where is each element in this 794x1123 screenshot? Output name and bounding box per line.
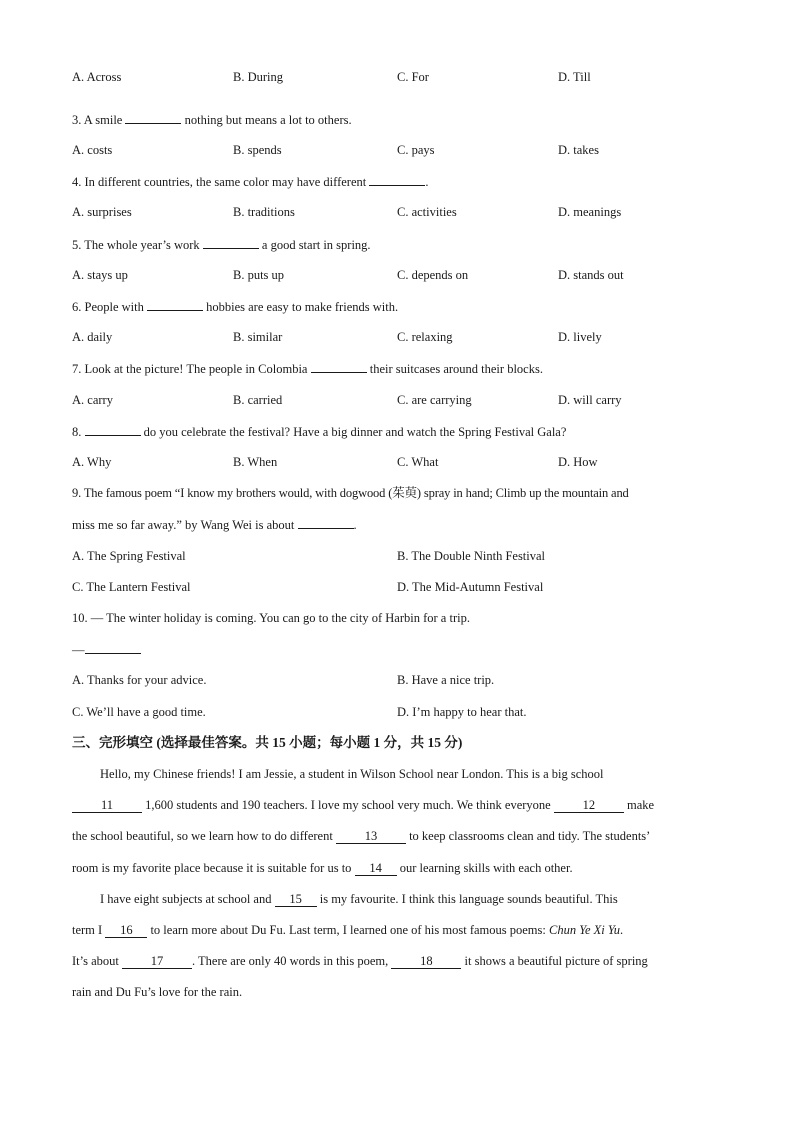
q4-option-d[interactable]: D. meanings xyxy=(558,205,622,219)
q9-stem-line1: 9. The famous poem “I know my brothers would, with dogwood (茱萸) spray in hand; Climb up the mountain and xyxy=(72,486,629,500)
passage-p1-line2 xyxy=(72,797,654,813)
q4-text-before: 4. In different countries, the same color may have different xyxy=(72,175,370,189)
cloze-blank-14[interactable]: 14 xyxy=(355,861,397,876)
passage-p1-line1: Hello, my Chinese friends! I am Jessie, a student in Wilson School near London. This is a big school xyxy=(100,767,604,781)
q6-text-after: hobbies are easy to make friends with. xyxy=(203,300,399,314)
passage-text: to keep classrooms clean and tidy. The students’ xyxy=(405,829,651,843)
passage-p1-line3 xyxy=(72,828,650,844)
q7-option-a[interactable]: A. carry xyxy=(72,393,113,407)
q3-option-a[interactable]: A. costs xyxy=(72,143,113,157)
passage-text: our learning skills with each other. xyxy=(396,861,573,875)
q5-option-a[interactable]: A. stays up xyxy=(72,268,128,282)
passage-text: . xyxy=(619,923,624,937)
passage-text: room is my favorite place because it is suitable for us to xyxy=(72,861,355,875)
q7-stem xyxy=(72,360,543,377)
q10-option-d[interactable]: D. I’m happy to hear that. xyxy=(397,705,527,719)
q2-option-a[interactable]: A. Across xyxy=(72,70,122,84)
q5-option-b[interactable]: B. puts up xyxy=(233,268,285,282)
q5-text-before: 5. The whole year’s work xyxy=(72,238,203,252)
q7-option-c[interactable]: C. are carrying xyxy=(397,393,472,407)
q3-blank xyxy=(125,111,181,124)
q2-option-d[interactable]: D. Till xyxy=(558,70,591,84)
q3-stem xyxy=(72,111,352,128)
q7-blank xyxy=(311,360,367,373)
q9-option-d[interactable]: D. The Mid-Autumn Festival xyxy=(397,580,544,594)
q10-option-a[interactable]: A. Thanks for your advice. xyxy=(72,673,207,687)
passage-text: It’s about xyxy=(72,954,122,968)
q8-option-c[interactable]: C. What xyxy=(397,455,439,469)
q6-stem xyxy=(72,298,398,315)
q9-option-b[interactable]: B. The Double Ninth Festival xyxy=(397,549,546,563)
q9-text-before: miss me so far away.” by Wang Wei is about xyxy=(72,518,298,532)
q9-stem-line2 xyxy=(72,516,357,533)
q4-option-a[interactable]: A. surprises xyxy=(72,205,132,219)
q5-stem xyxy=(72,236,371,253)
cloze-blank-15[interactable]: 15 xyxy=(275,892,317,907)
q4-option-b[interactable]: B. traditions xyxy=(233,205,295,219)
passage-text: 1,600 students and 190 teachers. I love my school very much. We think everyone xyxy=(142,798,554,812)
cloze-blank-17[interactable]: 17 xyxy=(122,954,192,969)
q7-text-after: their suitcases around their blocks. xyxy=(366,362,543,376)
q3-option-c[interactable]: C. pays xyxy=(397,143,435,157)
cloze-blank-13[interactable]: 13 xyxy=(336,829,406,844)
passage-text: . There are only 40 words in this poem, xyxy=(192,954,392,968)
passage-text: is my favourite. I think this language sounds beautiful. This xyxy=(316,892,618,906)
q6-text-before: 6. People with xyxy=(72,300,147,314)
q2-option-c[interactable]: C. For xyxy=(397,70,429,84)
q5-text-after: a good start in spring. xyxy=(258,238,371,252)
q4-option-c[interactable]: C. activities xyxy=(397,205,457,219)
cloze-blank-16[interactable]: 16 xyxy=(105,923,147,938)
q4-text-after: . xyxy=(425,175,429,189)
q8-text-after: do you celebrate the festival? Have a big dinner and watch the Spring Festival Gala? xyxy=(140,425,567,439)
q3-option-b[interactable]: B. spends xyxy=(233,143,282,157)
q7-option-d[interactable]: D. will carry xyxy=(558,393,622,407)
q10-option-b[interactable]: B. Have a nice trip. xyxy=(397,673,495,687)
q5-option-d[interactable]: D. stands out xyxy=(558,268,624,282)
passage-p2-line2 xyxy=(72,922,623,938)
passage-p1-line4 xyxy=(72,860,573,876)
passage-p2-line4: rain and Du Fu’s love for the rain. xyxy=(72,985,243,999)
cloze-blank-18[interactable]: 18 xyxy=(391,954,461,969)
q4-blank xyxy=(369,173,425,186)
passage-text: term I xyxy=(72,923,106,937)
q8-option-b[interactable]: B. When xyxy=(233,455,278,469)
section-3-heading: 三、完形填空 (选择最佳答案。共 15 小题；每小题 1 分，共 15 分) xyxy=(72,735,463,750)
q6-option-c[interactable]: C. relaxing xyxy=(397,330,453,344)
q10-blank xyxy=(85,641,141,654)
passage-text: make xyxy=(623,798,655,812)
q3-option-d[interactable]: D. takes xyxy=(558,143,599,157)
q8-option-a[interactable]: A. Why xyxy=(72,455,112,469)
q6-option-a[interactable]: A. daily xyxy=(72,330,113,344)
q10-stem-line2 xyxy=(72,641,141,658)
q3-text-after: nothing but means a lot to others. xyxy=(181,113,352,127)
passage-text: the school beautiful, so we learn how to do different xyxy=(72,829,336,843)
passage-text: to learn more about Du Fu. Last term, I learned one of his most famous poems: xyxy=(147,923,549,937)
q10-dash: — xyxy=(72,643,85,657)
q9-text-after: . xyxy=(353,518,357,532)
cloze-blank-12[interactable]: 12 xyxy=(554,798,624,813)
q8-text-before: 8. xyxy=(72,425,85,439)
q6-blank xyxy=(147,298,203,311)
q5-blank xyxy=(203,236,259,249)
passage-text: I have eight subjects at school and xyxy=(100,892,275,906)
q10-stem-line1: 10. — The winter holiday is coming. You can go to the city of Harbin for a trip. xyxy=(72,611,470,625)
q7-option-b[interactable]: B. carried xyxy=(233,393,283,407)
q7-text-before: 7. Look at the picture! The people in Colombia xyxy=(72,362,311,376)
q4-stem xyxy=(72,173,428,190)
passage-p2-line3 xyxy=(72,953,648,969)
q9-blank xyxy=(298,516,354,529)
q2-option-b[interactable]: B. During xyxy=(233,70,283,84)
q8-blank xyxy=(85,423,141,436)
q8-stem xyxy=(72,423,566,440)
q10-option-c[interactable]: C. We’ll have a good time. xyxy=(72,705,206,719)
passage-text: it shows a beautiful picture of spring xyxy=(461,954,648,968)
q6-option-b[interactable]: B. similar xyxy=(233,330,283,344)
passage-p2-line1 xyxy=(100,891,618,907)
q8-option-d[interactable]: D. How xyxy=(558,455,598,469)
q3-text-before: 3. A smile xyxy=(72,113,126,127)
q9-option-a[interactable]: A. The Spring Festival xyxy=(72,549,186,563)
cloze-blank-11[interactable]: 11 xyxy=(72,798,142,813)
q6-option-d[interactable]: D. lively xyxy=(558,330,602,344)
poem-title: Chun Ye Xi Yu xyxy=(548,923,620,937)
q5-option-c[interactable]: C. depends on xyxy=(397,268,469,282)
q9-option-c[interactable]: C. The Lantern Festival xyxy=(72,580,191,594)
